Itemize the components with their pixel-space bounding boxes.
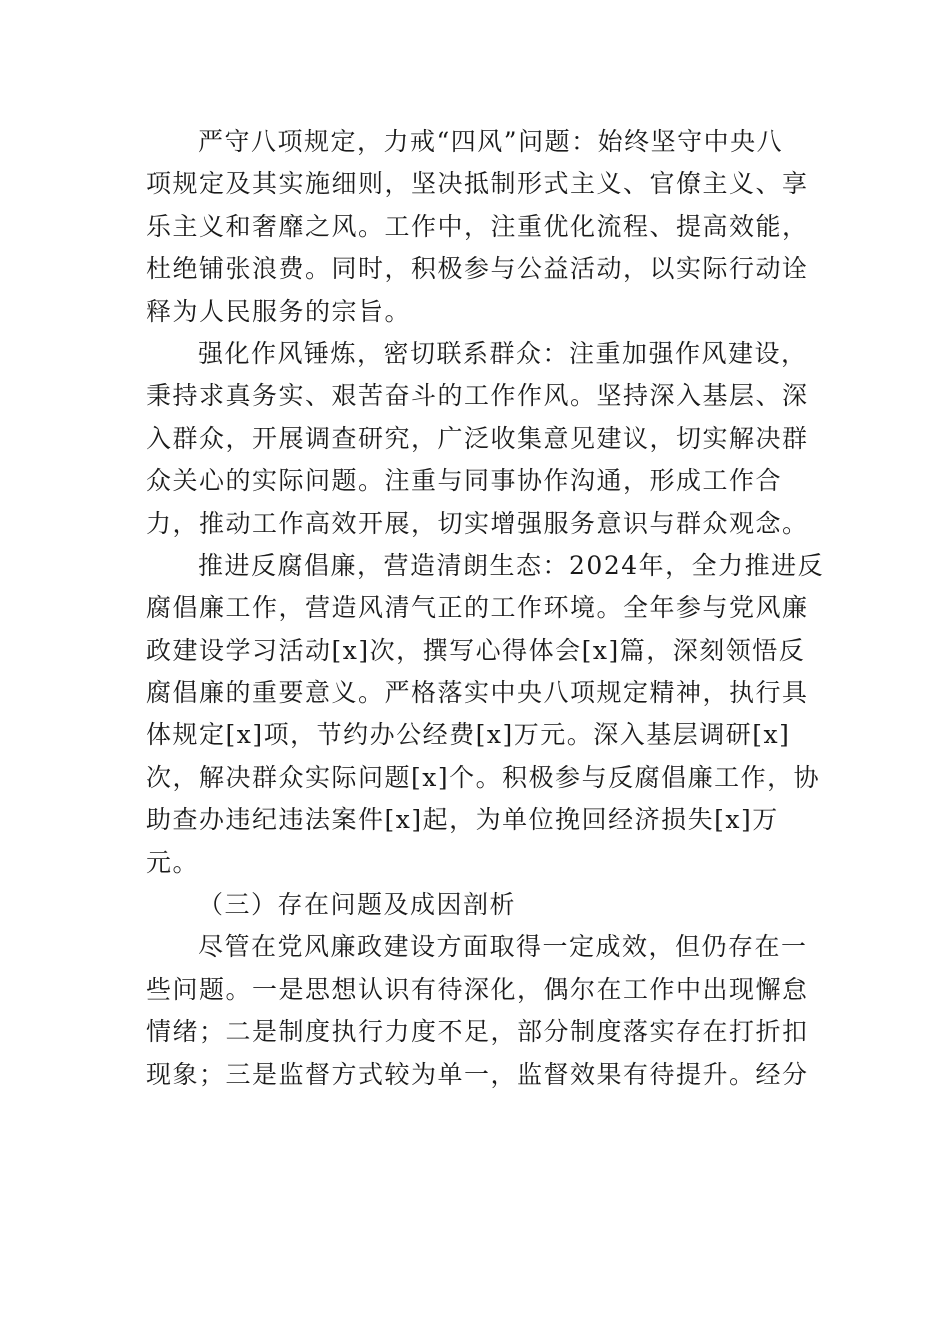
paragraph-line: 体规定[x]项，节约办公经费[x]万元。深入基层调研[x] <box>146 720 791 750</box>
paragraph-line: 严守八项规定，力戒“四风”问题：始终坚守中央八 <box>198 127 784 156</box>
paragraph-line: 腐倡廉工作，营造风清气正的工作环境。全年参与党风廉 <box>146 593 809 623</box>
paragraph-line: 次，解决群众实际问题[x]个。积极参与反腐倡廉工作，协 <box>146 762 821 792</box>
paragraph-line: 强化作风锤炼，密切联系群众：注重加强作风建设， <box>198 338 808 368</box>
paragraph-line: 政建设学习活动[x]次，撰写心得体会[x]篇，深刻领悟反 <box>146 635 806 665</box>
paragraph-line: 众关心的实际问题。注重与同事协作沟通，形成工作合 <box>146 466 783 496</box>
paragraph-line: 项规定及其实施细则，坚决抵制形式主义、官僚主义、享 <box>146 169 809 199</box>
paragraph-line: 些问题。一是思想认识有待深化，偶尔在工作中出现懈怠 <box>146 974 809 1004</box>
paragraph-line: 释为人民服务的宗旨。 <box>146 296 412 326</box>
paragraph-line: 杜绝铺张浪费。同时，积极参与公益活动，以实际行动诠 <box>146 254 809 284</box>
paragraph-line: 推进反腐倡廉，营造清朗生态：2024年，全力推进反 <box>198 550 825 580</box>
paragraph-line: 乐主义和奢靡之风。工作中，注重优化流程、提高效能， <box>146 211 809 241</box>
paragraph-line: 元。 <box>146 847 200 877</box>
paragraph-line: 腐倡廉的重要意义。严格落实中央八项规定精神，执行具 <box>146 678 809 708</box>
paragraph-line: 情绪；二是制度执行力度不足，部分制度落实存在打折扣 <box>146 1017 809 1047</box>
paragraph-line: 秉持求真务实、艰苦奋斗的工作作风。坚持深入基层、深 <box>146 381 809 411</box>
paragraph-line: 现象；三是监督方式较为单一，监督效果有待提升。经分 <box>146 1059 809 1089</box>
paragraph-line: 尽管在党风廉政建设方面取得一定成效，但仍存在一 <box>198 932 808 962</box>
document-body <box>146 121 825 1096</box>
paragraph-line: 力，推动工作高效开展，切实增强服务意识与群众观念。 <box>146 508 809 538</box>
paragraph-line: 助查办违纪违法案件[x]起，为单位挽回经济损失[x]万 <box>146 805 779 835</box>
section-heading: （三）存在问题及成因剖析 <box>198 890 517 920</box>
paragraph-line: 入群众，开展调查研究，广泛收集意见建议，切实解决群 <box>146 423 809 453</box>
